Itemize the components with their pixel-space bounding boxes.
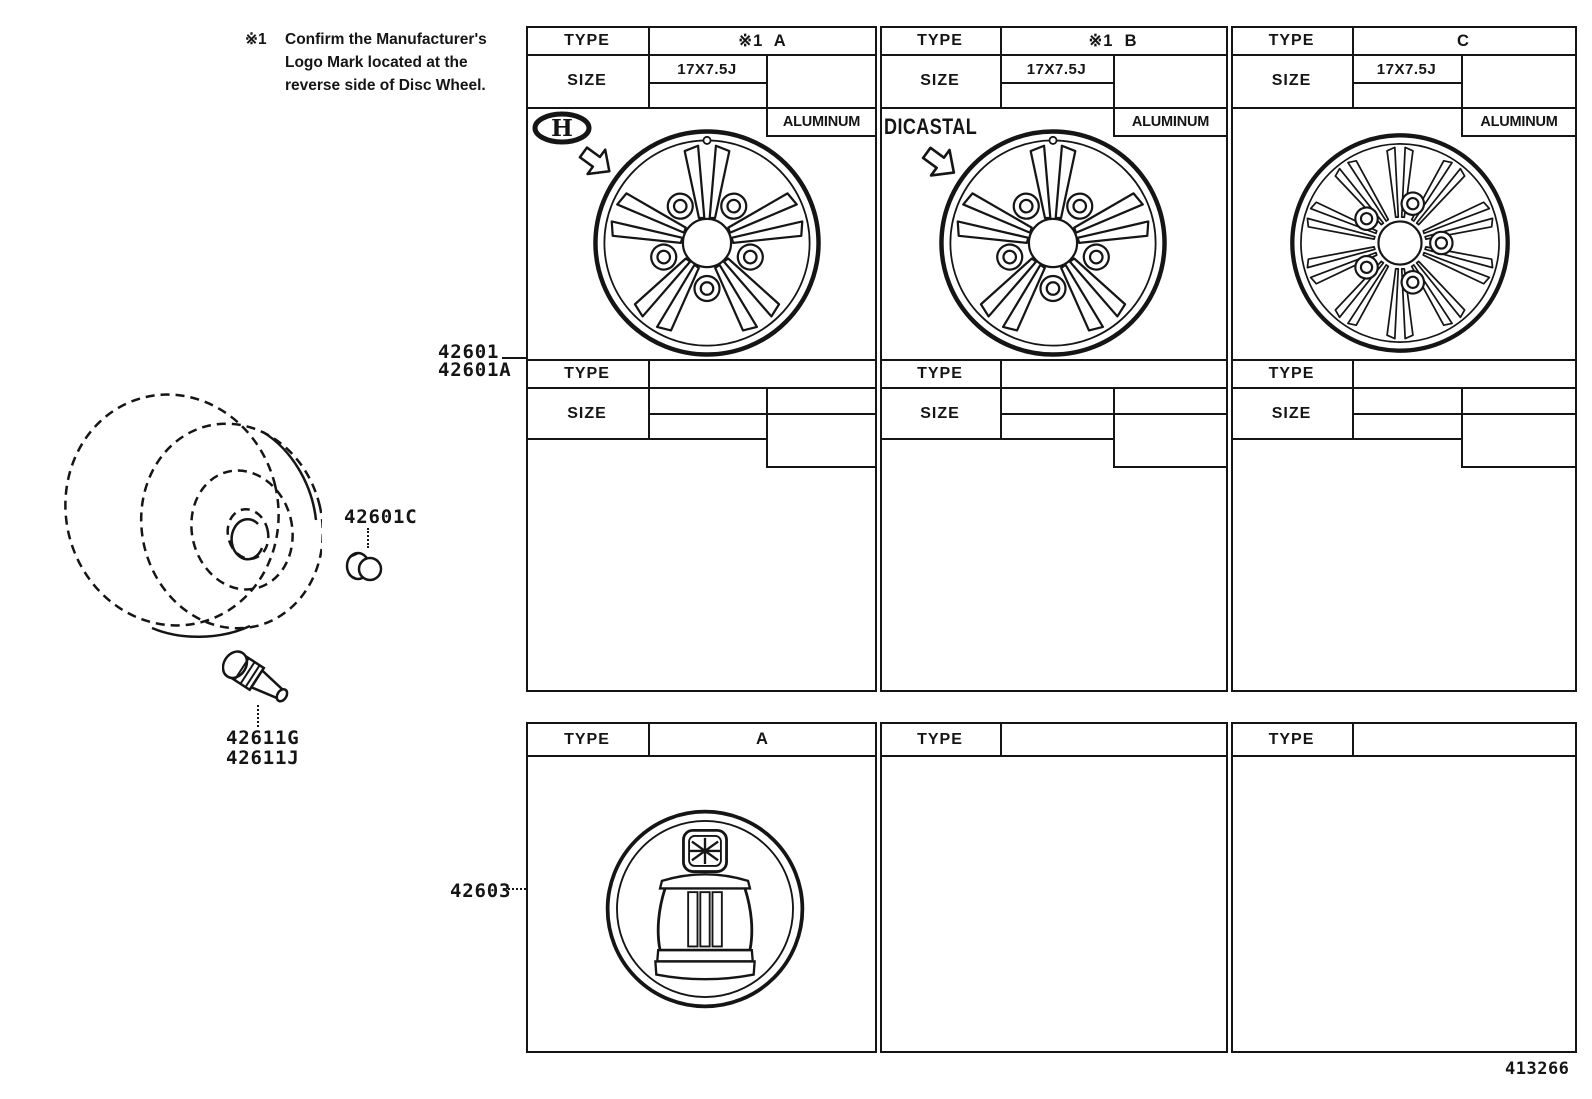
- wheel-drawing-type-b: [937, 127, 1169, 359]
- panel1-mid-type-label: TYPE: [564, 365, 610, 382]
- valve-stem-drawing: [222, 650, 312, 716]
- part-number-42611j: 42611J: [226, 747, 300, 769]
- panel2-size-value: 17X7.5J: [1026, 60, 1087, 78]
- panel2-size-label: SIZE: [920, 71, 960, 89]
- panel1-type-label: TYPE: [564, 32, 610, 49]
- panel2-type-value: ※1 B: [1088, 32, 1138, 50]
- panel3-mid-size-label: SIZE: [1271, 404, 1312, 422]
- center-cap-drawing: [602, 806, 808, 1012]
- leader-line-42611: [257, 705, 259, 727]
- panel1-size-label: SIZE: [567, 71, 607, 89]
- leader-line-42603: [503, 888, 526, 890]
- part-number-42601: 42601: [438, 341, 500, 363]
- doc-number: 413266: [1505, 1059, 1570, 1079]
- panel3-size-label: SIZE: [1271, 71, 1312, 89]
- footnote: [245, 28, 565, 97]
- panel3-type-label: TYPE: [1268, 32, 1315, 49]
- footnote-marker: ※1: [245, 31, 267, 48]
- panel3-size-value: 17X7.5J: [1376, 60, 1437, 78]
- footnote-line1: Confirm the Manufacturer's: [285, 31, 487, 48]
- part-number-42601a: 42601A: [438, 359, 512, 381]
- leader-line-42601: [502, 357, 528, 359]
- panel2-bottom-type-label: TYPE: [917, 730, 963, 748]
- part-number-42601c: 42601C: [344, 506, 418, 528]
- part-number-42603: 42603: [450, 880, 512, 902]
- panel1-bottom-type-label: TYPE: [564, 730, 610, 748]
- lug-nut-drawing: [344, 546, 388, 588]
- tire-drawing: [60, 388, 322, 646]
- panel1-mid-size-label: SIZE: [567, 404, 607, 422]
- wheel-drawing-type-c: [1288, 131, 1512, 355]
- panel2-manufacturer-annotation: DICASTAL: [884, 114, 978, 139]
- footnote-line3: reverse side of Disc Wheel.: [285, 77, 486, 94]
- panel3-mid-type-label: TYPE: [1268, 365, 1315, 382]
- wheel-drawing-type-a: [591, 127, 823, 359]
- panel3-bottom-type-label: TYPE: [1268, 730, 1315, 748]
- panel2-type-label: TYPE: [917, 32, 963, 49]
- footnote-line2: Logo Mark located at the: [285, 54, 468, 71]
- panel1-type-value: ※1 A: [738, 32, 787, 50]
- panel1-bottom-type-value: A: [756, 730, 769, 748]
- panel3-material-badge: ALUMINUM: [1480, 114, 1558, 130]
- manufacturer-logo-icon: [531, 111, 593, 145]
- panel2-mid-type-label: TYPE: [917, 365, 963, 382]
- panel2-mid-size-label: SIZE: [920, 404, 960, 422]
- part-number-42611g: 42611G: [226, 727, 300, 749]
- leader-line-42601c: [367, 528, 369, 548]
- panel3-bottom-type-value: [1354, 724, 1573, 755]
- svg-text:H: H: [551, 115, 573, 142]
- panel2-bottom-type-value: [1002, 724, 1224, 755]
- panel1-size-value: 17X7.5J: [677, 60, 737, 78]
- panel2-material-badge: ALUMINUM: [1131, 114, 1210, 130]
- panel1-material-badge: ALUMINUM: [782, 114, 861, 130]
- panel3-type-value: C: [1457, 31, 1470, 50]
